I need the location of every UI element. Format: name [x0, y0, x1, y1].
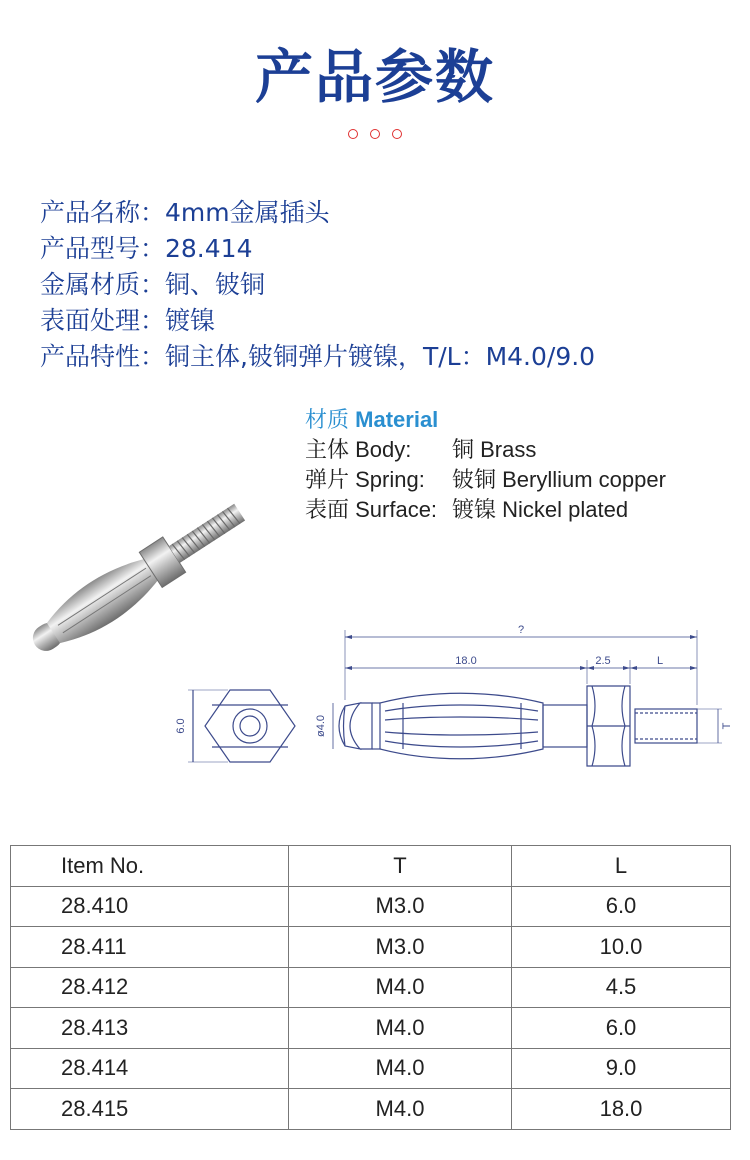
table-cell: 28.411 — [11, 927, 289, 968]
spec-product-name: 产品名称：4mm金属插头 — [40, 198, 330, 227]
table-cell: 18.0 — [512, 1089, 731, 1130]
table-cell: 28.410 — [11, 886, 289, 927]
hex-dimension-label: 6.0 — [175, 718, 187, 734]
diameter-label: ø4.0 — [315, 714, 327, 738]
material-surface-row: 表面 Surface: 镀镍 Nickel plated — [305, 497, 629, 522]
table-cell: 28.413 — [11, 1008, 289, 1049]
table-row — [11, 1048, 731, 1089]
length-a-label: 18.0 — [455, 655, 477, 667]
table-cell: M4.0 — [289, 1089, 512, 1130]
table-cell: 4.5 — [512, 967, 731, 1008]
table-row — [11, 1008, 731, 1049]
table-cell: 6.0 — [512, 1008, 731, 1049]
material-spring-row: 弹片 Spring: 铍铜 Beryllium copper — [305, 467, 666, 492]
spec-material: 金属材质：铜、铍铜 — [40, 270, 266, 299]
table-cell: 28.415 — [11, 1089, 289, 1130]
length-c-label: L — [656, 655, 664, 667]
table-cell: M4.0 — [289, 1048, 512, 1089]
table-cell: M4.0 — [289, 967, 512, 1008]
column-header-item-no: Item No. — [11, 846, 289, 887]
table-cell: M4.0 — [289, 1008, 512, 1049]
material-body-row: 主体 Body: 铜 Brass — [305, 437, 537, 462]
table-cell: 28.414 — [11, 1048, 289, 1089]
length-b-label: 2.5 — [595, 655, 611, 667]
table-header-row — [11, 846, 731, 887]
table-row — [11, 886, 731, 927]
table-cell: 28.412 — [11, 967, 289, 1008]
column-header-l: L — [512, 846, 731, 887]
table-cell: 9.0 — [512, 1048, 731, 1089]
table-row — [11, 967, 731, 1008]
table-cell: 10.0 — [512, 927, 731, 968]
thread-label: T — [721, 722, 733, 730]
table-row — [11, 1089, 731, 1130]
table-cell: M3.0 — [289, 886, 512, 927]
material-title: 材质 Material — [305, 407, 439, 432]
spec-model: 产品型号：28.414 — [40, 234, 253, 263]
overall-length-label: ? — [517, 624, 525, 636]
spec-surface: 表面处理：镀镍 — [40, 306, 216, 335]
spec-features: 产品特性：铜主体,铍铜弹片镀镍，T/L：M4.0/9.0 — [40, 342, 596, 371]
spec-table — [10, 845, 731, 1130]
column-header-t: T — [289, 846, 512, 887]
table-row — [11, 927, 731, 968]
spec-table-wrap — [10, 845, 731, 1130]
table-cell: M3.0 — [289, 927, 512, 968]
table-cell: 6.0 — [512, 886, 731, 927]
page-title: 产品参数 — [254, 43, 495, 111]
